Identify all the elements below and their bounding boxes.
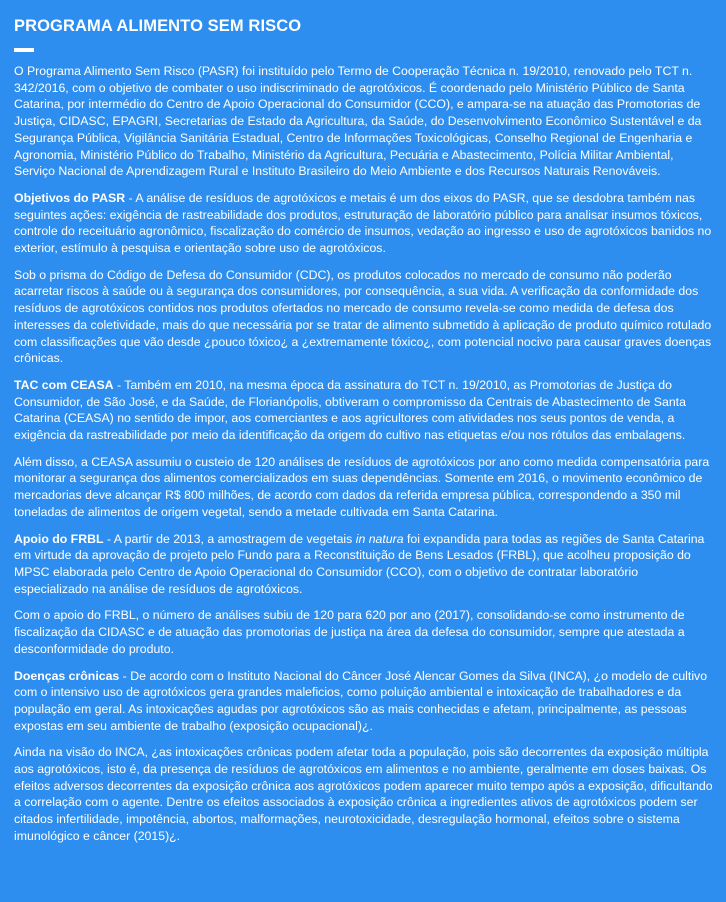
section-text-objetivos: - A análise de resíduos de agrotóxicos e metais é um dos eixos do PASR, que se desdobra também nas seguintes ações: exigência de rastreabilidade dos produtos, estruturação de laboratório público para analisar insumos tóxicos, controle do receituário agronômico, fiscalização do comércio de insumos, vedação ao ingresso e uso de agrotóxicos banidos no exterior, estímulo à pesquisa e orientação sobre uso de agrotóxicos. [14,190,712,256]
paragraph-objetivos [14,190,713,257]
page-title: PROGRAMA ALIMENTO SEM RISCO [14,17,302,35]
section-text-doencas: - De acordo com o Instituto Nacional do Câncer José Alencar Gomes da Silva (INCA), ¿o modelo de cultivo com o intensivo uso de agrotóxicos gera grandes maleficios, como poluição ambiental e intoxicação de trabalhadores e da população em geral. As intoxicações agudas por agrotóxicos são as mais conhecidas e afetam, principalmente, as pessoas expostas em seu ambiente de trabalho (exposição ocupacional)¿. [14,668,708,733]
section-lead-doencas: Doenças crônicas [14,668,120,683]
section-text-tac-ceasa: - Também em 2010, na mesma época da assinatura do TCT n. 19/2010, as Promotorias de Justiça do Consumidor, de São José, e da Saúde, de Florianópolis, obtiveram o compromisso da Centrais de Abastecimento de Santa Catarina (CEASA) no sentido de impor, aos comerciantes e aos agricultores com atividades nos seus pontos de venda, a exigência da rastreabilidade por meio da identificação da origem do cultivo nas etiquetas e/ou nos rótulos das embalagens. [14,377,686,443]
title-underline [14,48,34,52]
section-text-frbl-b: foi expandida para todas as regiões de Santa Catarina em virtude da aprovação de projeto pelo Fundo para a Reconstituição de Bens Lesados (FRBL), que acolheu proposição do MPSC elaborada pelo Centro de Apoio Operacional do Consumidor (CCO), com o objetivo de contratar laboratório especializado na análise de resíduos de agrotóxicos. [14,531,705,596]
paragraph-inca: Ainda na visão do INCA, ¿as intoxicações crônicas podem afetar toda a população, pois são decorrentes da exposição múltipla aos agrotóxicos, isto é, da presença de resíduos de agrotóxicos em alimentos e no ambiente, geralmente em doses baixas. Os efeitos adversos decorrentes da exposição crônica aos agrotóxicos podem aparecer muito tempo após a exposição, dificultando a correlação com o agente. Dentre os efeitos associados à exposição crônica a ingredientes ativos de agrotóxicos podem ser citados infertilidade, impotência, abortos, malformações, neurotoxicidade, desregulação hormonal, efeitos sobre o sistema imunológico e câncer (2015)¿. [14,745,713,843]
paragraph-intro: O Programa Alimento Sem Risco (PASR) foi instituído pelo Termo de Cooperação Técnica n. 19/2010, renovado pelo TCT n. 342/2016, com o objetivo de combater o uso indiscriminado de agrotóxicos. É coordenado pelo Ministério Público de Santa Catarina, por intermédio do Centro de Apoio Operacional do Consumidor (CCO), e ampara-se na atuação das Promotorias de Justiça, CIDASC, EPAGRI, Secretarias de Estado da Agricultura, da Saúde, do Desenvolvimento Econômico Sustentável e da Segurança Pública, Vigilância Sanitária Estadual, Centro de Informações Toxicológicas, Conselho Regional de Engenharia e Agronomia, Ministério Público do Trabalho, Ministério da Agricultura, Pecuária e Abastecimento, Polícia Militar Ambiental, Serviço Nacional de Aprendizagem Rural e Instituto Brasileiro do Meio Ambiente e dos Recursos Naturais Renováveis. [14,64,702,179]
paragraph-doencas [14,668,713,735]
section-lead-objetivos: Objetivos do PASR [14,190,126,205]
paragraph-cdc: Sob o prisma do Código de Defesa do Consumidor (CDC), os produtos colocados no mercado de consumo não poderão acarretar riscos à saúde ou à segurança dos consumidores, por consequência, a sua vida. A verificação da conformidade dos resíduos de agrotóxicos contidos nos produtos ofertados no mercado de consumo revela-se como medida de defesa dos interesses da coletividade, mais do que necessária por se tratar de alimento submetido à aplicação de produto químico rotulado com classificações que vão desde ¿pouco tóxico¿ a ¿extremamente tóxico¿, com potencial nocivo para causar graves doenças crônicas. [14,267,712,366]
section-lead-tac-ceasa: TAC com CEASA [14,377,114,392]
paragraph-ceasa-custeio: Além disso, a CEASA assumiu o custeio de 120 análises de resíduos de agrotóxicos por ano como medida compensatória para monitorar a segurança dos alimentos comercializados em suas dependências. Somente em 2016, o movimento econômico de mercadorias deve alcançar R$ 800 milhões, de acordo com dados da referida empresa pública, correspondendo a 350 mil toneladas de alimentos de origem vegetal, sendo a metade cultivada em Santa Catarina. [14,454,710,519]
section-text-frbl-italic: in natura [355,531,404,546]
section-text-frbl-a: - A partir de 2013, a amostragem de vegetais [103,531,356,546]
paragraph-frbl-analises: Com o apoio do FRBL, o número de análises subiu de 120 para 620 por ano (2017), consolidando-se como instrumento de fiscalização da CIDASC e de atuação das promotorias de justiça na área da defesa do consumidor, sempre que atestada a desconformidade do produto. [14,608,685,656]
paragraph-frbl [14,531,713,598]
section-lead-frbl: Apoio do FRBL [14,531,104,546]
paragraph-tac-ceasa [14,377,713,444]
